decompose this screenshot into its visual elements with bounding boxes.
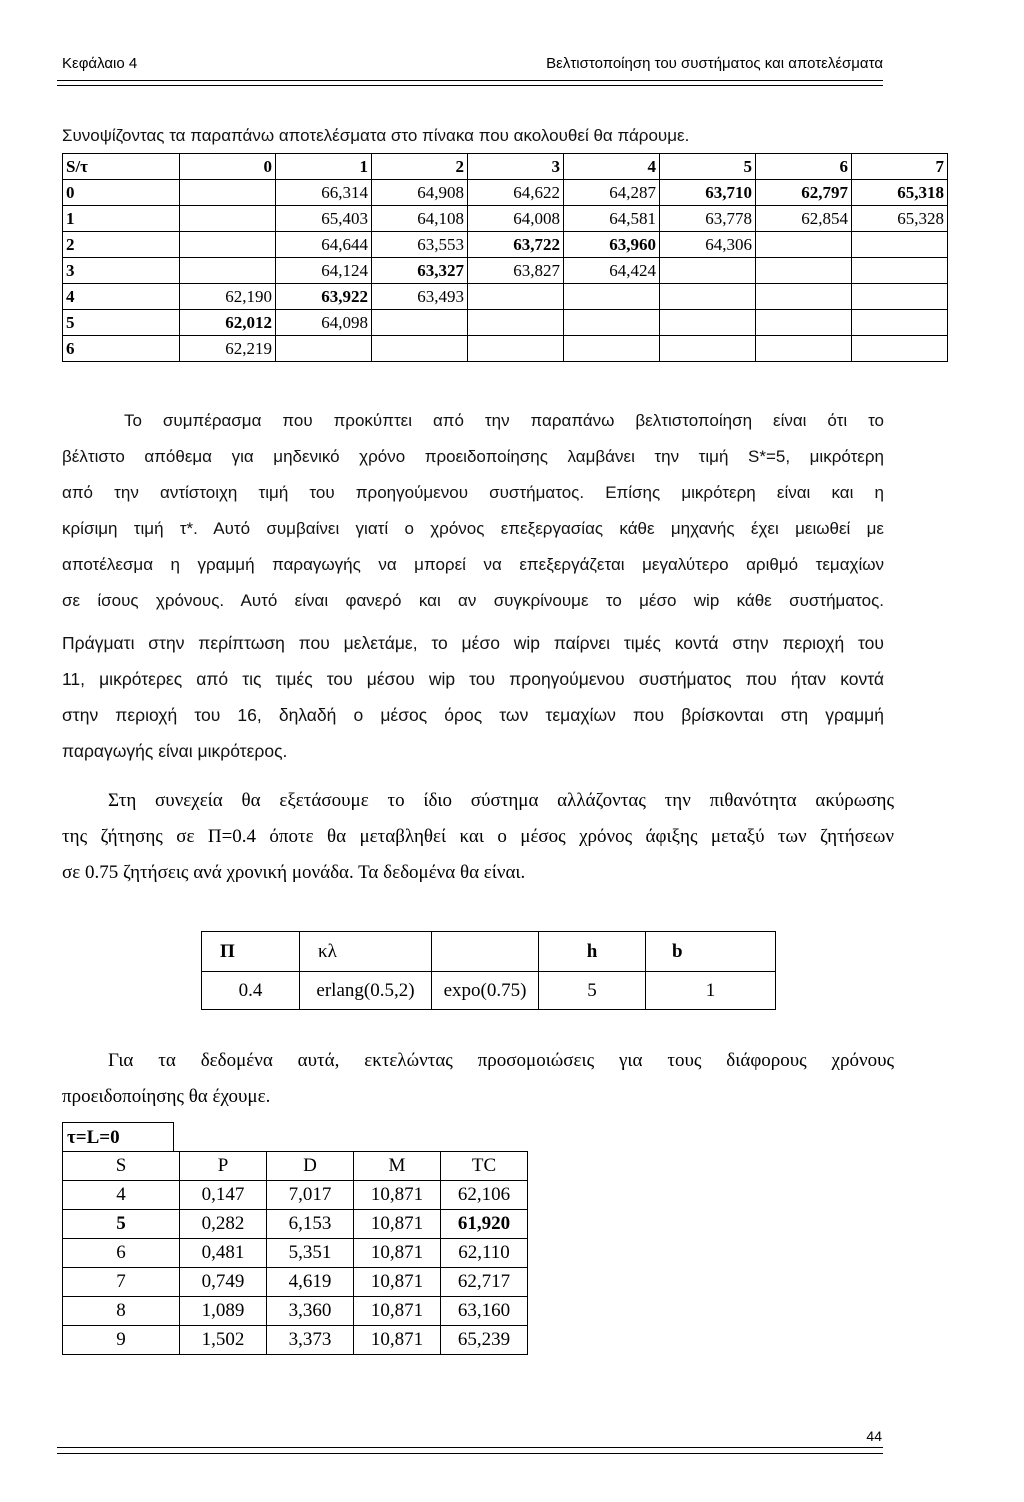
table-cell: 8 (63, 1297, 180, 1326)
table-cell: 7,017 (267, 1181, 354, 1210)
table-cell: 10,871 (354, 1210, 441, 1239)
table-cell (660, 310, 756, 336)
table-cell (180, 180, 276, 206)
table-cell: 63,553 (372, 232, 468, 258)
page-number: 44 (866, 1428, 882, 1444)
table-cell (660, 336, 756, 362)
table-cell (756, 310, 852, 336)
table-cell: 10,871 (354, 1326, 441, 1355)
table-cell (852, 232, 948, 258)
table-cell (564, 310, 660, 336)
table-cell: 5 (63, 1210, 180, 1239)
table-cell: 63,778 (660, 206, 756, 232)
table-cell (852, 336, 948, 362)
text-line: από την αντίστοιχη τιμή του προηγούμενου συστήματος. Επίσης μικρότερη είναι και η (62, 483, 884, 502)
table-cell: 0 (63, 180, 180, 206)
table-cell: 4 (63, 1181, 180, 1210)
text-line: παραγωγής είναι μικρότερος. (62, 741, 288, 761)
table-cell: 7 (852, 154, 948, 180)
table-row (63, 1297, 528, 1326)
table-cell: 4 (564, 154, 660, 180)
table-row (63, 1268, 528, 1297)
footer-rule (57, 1447, 883, 1448)
table-cell: 5 (539, 972, 646, 1010)
table-cell: 63,960 (564, 232, 660, 258)
text-line: βέλτιστο απόθεμα για μηδενικό χρόνο προειδοποίησης λαμβάνει την τιμή S*=5, μικρότερη (62, 447, 884, 466)
table-cell: 3 (468, 154, 564, 180)
table-cell: 62,106 (441, 1181, 528, 1210)
table-header-row (202, 932, 776, 972)
table-cell: 5,351 (267, 1239, 354, 1268)
table-row (63, 1210, 528, 1239)
table-cell: 62,190 (180, 284, 276, 310)
table-cell (180, 232, 276, 258)
table-row (63, 1239, 528, 1268)
table-cell: 63,493 (372, 284, 468, 310)
table-cell: 3,360 (267, 1297, 354, 1326)
table-cell: 10,871 (354, 1268, 441, 1297)
text-line: της ζήτησης σε Π=0.4 όποτε θα μεταβληθεί και ο μέσος χρόνος άφιξης μεταξύ των ζητήσεων (62, 826, 894, 847)
table-cell: 6 (63, 1239, 180, 1268)
table-cell: κλ (300, 932, 432, 972)
table-row (63, 232, 948, 258)
table-row (63, 310, 948, 336)
table-cell (564, 336, 660, 362)
table-cell: 10,871 (354, 1297, 441, 1326)
table-cell: 62,110 (441, 1239, 528, 1268)
table-cell: erlang(0.5,2) (300, 972, 432, 1010)
table-cell: 10,871 (354, 1239, 441, 1268)
text-line: σε 0.75 ζητήσεις ανά χρονική μονάδα. Τα δεδομένα θα είναι. (62, 862, 526, 883)
table-cell: 65,403 (276, 206, 372, 232)
table-cell: 10,871 (354, 1181, 441, 1210)
table-cell: 4 (63, 284, 180, 310)
table-cell: 64,581 (564, 206, 660, 232)
table-cell: 61,920 (441, 1210, 528, 1239)
table-cell: 64,008 (468, 206, 564, 232)
table-cell: 65,328 (852, 206, 948, 232)
table-cell: 65,318 (852, 180, 948, 206)
text-line: σε ίσους χρόνους. Αυτό είναι φανερό και αν συγκρίνουμε το μέσο wip κάθε συστήματος. (62, 591, 884, 610)
table-cell: 65,239 (441, 1326, 528, 1355)
table-cell: 63,722 (468, 232, 564, 258)
table-cell (852, 310, 948, 336)
table-cell: 5 (63, 310, 180, 336)
table-cell: 64,108 (372, 206, 468, 232)
table-row (63, 206, 948, 232)
table-cell: 6 (63, 336, 180, 362)
table-cell: 3,373 (267, 1326, 354, 1355)
table-cell (468, 284, 564, 310)
table-cell: 1 (646, 972, 776, 1010)
table-header-row (63, 1152, 528, 1181)
table-caption: τ=L=0 (62, 1122, 174, 1152)
table-cell: 66,314 (276, 180, 372, 206)
simulation-paragraph (62, 1043, 894, 1115)
table-row (63, 336, 948, 362)
table-cell (756, 232, 852, 258)
table-cell: 63,160 (441, 1297, 528, 1326)
table-cell: 64,622 (468, 180, 564, 206)
text-line: Για τα δεδομένα αυτά, εκτελώντας προσομοιώσεις για τους διάφορους χρόνους (108, 1050, 894, 1071)
table-cell: 1 (276, 154, 372, 180)
chapter-title: Βελτιστοποίηση του συστήματος και αποτελέσματα (546, 55, 883, 72)
table-row (63, 180, 948, 206)
text-line: προειδοποίησης θα έχουμε. (62, 1086, 271, 1107)
table-header-row (63, 154, 948, 180)
table-cell: 0,147 (180, 1181, 267, 1210)
table-cell: 6,153 (267, 1210, 354, 1239)
table-cell: 62,717 (441, 1268, 528, 1297)
table-cell (660, 284, 756, 310)
table-row (63, 284, 948, 310)
table-cell (756, 258, 852, 284)
table-cell: 6 (756, 154, 852, 180)
table-row (63, 1181, 528, 1210)
conclusion-paragraph (62, 403, 884, 619)
table-cell: M (354, 1152, 441, 1181)
table-cell: 5 (660, 154, 756, 180)
table-cell: h (539, 932, 646, 972)
table-cell (276, 336, 372, 362)
text-line: αποτέλεσμα η γραμμή παραγωγής να μπορεί να επεξεργάζεται μεγαλύτερο αριθμό τεμαχίων (62, 555, 884, 574)
table-cell (180, 258, 276, 284)
table-cell: 63,827 (468, 258, 564, 284)
table-cell: 64,424 (564, 258, 660, 284)
table-cell: S/τ (63, 154, 180, 180)
table-cell (180, 206, 276, 232)
table-cell: 64,124 (276, 258, 372, 284)
table-cell: 63,922 (276, 284, 372, 310)
text-line: στην περιοχή του 16, δηλαδή ο μέσος όρος των τεμαχίων που βρίσκονται στη γραμμή (62, 705, 884, 725)
table-cell: 1,502 (180, 1326, 267, 1355)
table-cell: 0.4 (202, 972, 300, 1010)
table-cell: D (267, 1152, 354, 1181)
simulation-results-table (62, 1151, 528, 1355)
header-rule (57, 85, 883, 86)
table-cell: 64,908 (372, 180, 468, 206)
text-line: Στη συνεχεία θα εξετάσουμε το ίδιο σύστημα αλλάζοντας την πιθανότητα ακύρωσης (108, 790, 894, 811)
text-line: κρίσιμη τιμή τ*. Αυτό συμβαίνει γιατί ο χρόνος επεξεργασίας κάθε μηχανής έχει μειωθεί με (62, 519, 884, 538)
table-cell: 64,287 (564, 180, 660, 206)
table-cell: P (180, 1152, 267, 1181)
table-cell: 1 (63, 206, 180, 232)
table-cell: 62,219 (180, 336, 276, 362)
table-cell: 0,749 (180, 1268, 267, 1297)
footer-rule (57, 1453, 883, 1454)
table-cell: b (646, 932, 776, 972)
table-cell: 2 (63, 232, 180, 258)
table-cell: 62,797 (756, 180, 852, 206)
table-cell: 62,012 (180, 310, 276, 336)
table-cell: 2 (372, 154, 468, 180)
table-cell (564, 284, 660, 310)
table-cell: S (63, 1152, 180, 1181)
table-row (202, 972, 776, 1010)
table-cell (756, 284, 852, 310)
table-cell: expo(0.75) (432, 972, 539, 1010)
table-cell: 0,481 (180, 1239, 267, 1268)
table-cell (660, 258, 756, 284)
parameters-table (201, 931, 776, 1010)
table-cell (468, 336, 564, 362)
text-line: Το συμπέρασμα που προκύπτει από την παραπάνω βελτιστοποίηση είναι ότι το (124, 411, 884, 430)
data-change-paragraph (62, 783, 894, 891)
chapter-label: Κεφάλαιο 4 (62, 55, 138, 72)
wip-paragraph (62, 625, 884, 769)
table-cell: 64,098 (276, 310, 372, 336)
table-cell: 62,854 (756, 206, 852, 232)
text-line: Πράγματι στην περίπτωση που μελετάμε, το μέσο wip παίρνει τιμές κοντά στην περιοχή του (62, 633, 884, 653)
table-cell: 7 (63, 1268, 180, 1297)
table-cell: Π (202, 932, 300, 972)
table-cell: 0 (180, 154, 276, 180)
table-cell (432, 932, 539, 972)
intro-text: Συνοψίζοντας τα παραπάνω αποτελέσματα στο πίνακα που ακολουθεί θα πάρουμε. (62, 126, 690, 145)
table-cell: 9 (63, 1326, 180, 1355)
table-cell: TC (441, 1152, 528, 1181)
table-row (63, 1326, 528, 1355)
header-rule (57, 80, 883, 81)
table-cell: 63,327 (372, 258, 468, 284)
text-line: 11, μικρότερες από τις τιμές του μέσου wip του προηγούμενου συστήματος που ήταν κοντά (62, 669, 884, 689)
table-cell: 63,710 (660, 180, 756, 206)
table-cell (852, 258, 948, 284)
results-table (62, 153, 948, 362)
table-cell: 4,619 (267, 1268, 354, 1297)
table-cell (468, 310, 564, 336)
table-row (63, 258, 948, 284)
table-cell: 64,644 (276, 232, 372, 258)
table-cell: 0,282 (180, 1210, 267, 1239)
table-cell (756, 336, 852, 362)
table-cell (372, 336, 468, 362)
table-cell: 3 (63, 258, 180, 284)
table-cell: 1,089 (180, 1297, 267, 1326)
table-cell: 64,306 (660, 232, 756, 258)
table-cell (852, 284, 948, 310)
table-cell (372, 310, 468, 336)
